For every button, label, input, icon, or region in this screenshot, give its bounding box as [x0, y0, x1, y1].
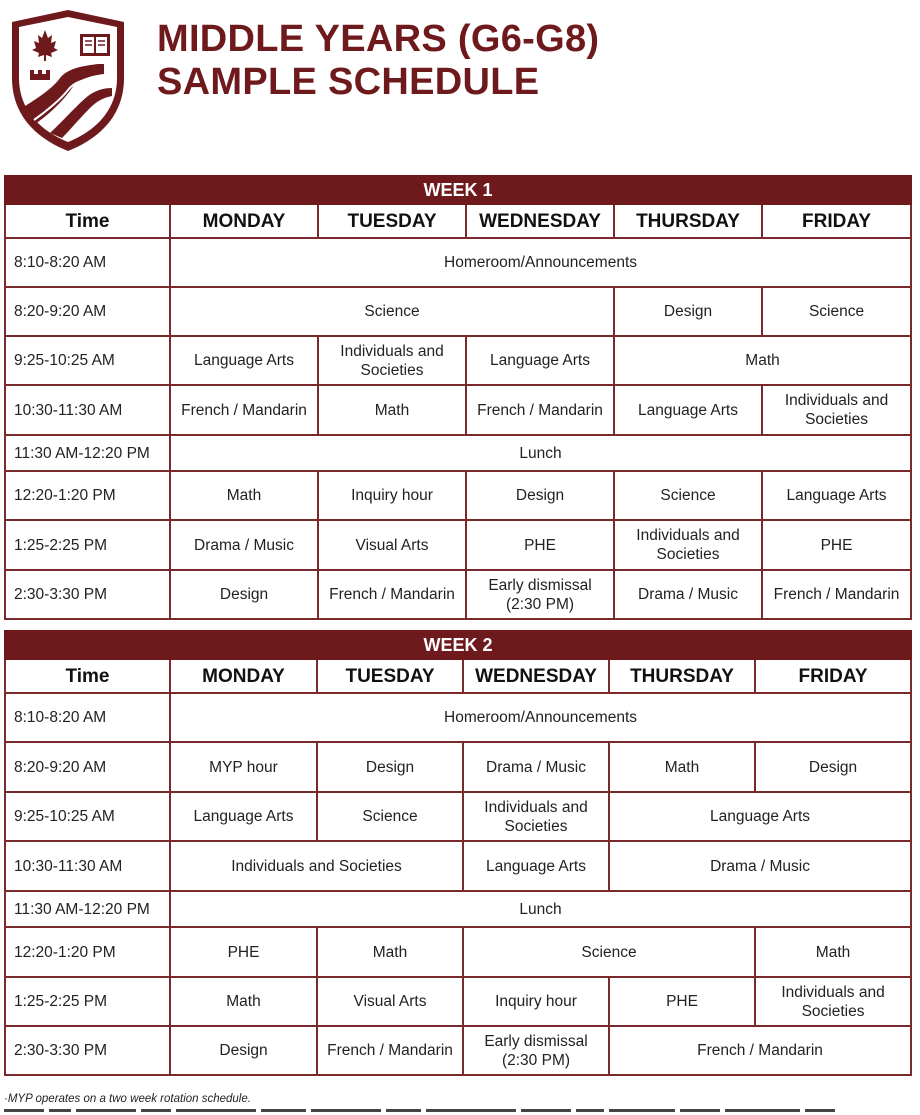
page-header: [0, 0, 920, 165]
column-header-friday: FRIDAY: [762, 204, 911, 238]
time-slot: 8:10-8:20 AM: [5, 238, 170, 287]
class-cell: Design: [317, 742, 463, 792]
class-cell: Math: [318, 385, 466, 435]
time-slot: 11:30 AM-12:20 PM: [5, 435, 170, 471]
class-cell: Science: [317, 792, 463, 841]
class-cell: Language Arts: [463, 841, 609, 891]
class-cell: Math: [755, 927, 911, 977]
class-cell: Design: [170, 570, 318, 619]
table-row: [5, 891, 911, 927]
week2-column-headers: [5, 659, 911, 693]
class-cell: Early dismissal (2:30 PM): [466, 570, 614, 619]
column-header-monday: MONDAY: [170, 659, 317, 693]
class-cell: Design: [755, 742, 911, 792]
time-slot: 10:30-11:30 AM: [5, 841, 170, 891]
time-slot: 12:20-1:20 PM: [5, 471, 170, 520]
table-row: [5, 742, 911, 792]
class-cell: Design: [466, 471, 614, 520]
class-cell: Language Arts: [762, 471, 911, 520]
column-header-wednesday: WEDNESDAY: [466, 204, 614, 238]
column-header-monday: MONDAY: [170, 204, 318, 238]
time-slot: 12:20-1:20 PM: [5, 927, 170, 977]
time-slot: 11:30 AM-12:20 PM: [5, 891, 170, 927]
class-cell: Individuals and Societies: [614, 520, 762, 570]
time-slot: 8:20-9:20 AM: [5, 287, 170, 336]
class-cell: Science: [614, 471, 762, 520]
page-title: [157, 18, 599, 104]
class-cell: Early dismissal (2:30 PM): [463, 1026, 609, 1075]
table-row: [5, 336, 911, 385]
column-header-time: Time: [5, 204, 170, 238]
time-slot: 2:30-3:30 PM: [5, 1026, 170, 1075]
class-cell: Individuals and Societies: [318, 336, 466, 385]
table-row: [5, 520, 911, 570]
time-slot: 1:25-2:25 PM: [5, 977, 170, 1026]
class-cell: Language Arts: [466, 336, 614, 385]
class-cell: Design: [170, 1026, 317, 1075]
time-slot: 8:20-9:20 AM: [5, 742, 170, 792]
table-row: [5, 238, 911, 287]
class-cell: Individuals and Societies: [463, 792, 609, 841]
time-slot: 2:30-3:30 PM: [5, 570, 170, 619]
week1-rows: [5, 238, 911, 619]
class-cell: Drama / Music: [463, 742, 609, 792]
class-cell: French / Mandarin: [609, 1026, 911, 1075]
time-slot: 10:30-11:30 AM: [5, 385, 170, 435]
week2-schedule-table: [4, 630, 912, 1076]
class-cell: PHE: [762, 520, 911, 570]
table-row: [5, 287, 911, 336]
table-row: [5, 693, 911, 742]
week1-label: WEEK 1: [5, 176, 911, 204]
column-header-thursday: THURSDAY: [609, 659, 755, 693]
class-cell: Individuals and Societies: [762, 385, 911, 435]
table-row: [5, 841, 911, 891]
time-slot: 8:10-8:20 AM: [5, 693, 170, 742]
class-cell: French / Mandarin: [170, 385, 318, 435]
class-cell: Drama / Music: [609, 841, 911, 891]
class-cell: Drama / Music: [170, 520, 318, 570]
column-header-friday: FRIDAY: [755, 659, 911, 693]
time-slot: 9:25-10:25 AM: [5, 336, 170, 385]
class-cell: Homeroom/Announcements: [170, 238, 911, 287]
class-cell: Language Arts: [609, 792, 911, 841]
class-cell: Visual Arts: [318, 520, 466, 570]
class-cell: Math: [614, 336, 911, 385]
week1-column-headers: [5, 204, 911, 238]
class-cell: PHE: [170, 927, 317, 977]
column-header-tuesday: TUESDAY: [317, 659, 463, 693]
class-cell: Language Arts: [170, 336, 318, 385]
column-header-tuesday: TUESDAY: [318, 204, 466, 238]
class-cell: Math: [170, 471, 318, 520]
footnote: ·MYP operates on a two week rotation schedule.: [4, 1093, 251, 1105]
class-cell: French / Mandarin: [466, 385, 614, 435]
week2-label: WEEK 2: [5, 631, 911, 659]
week2-rows: [5, 693, 911, 1075]
class-cell: Language Arts: [170, 792, 317, 841]
class-cell: Science: [762, 287, 911, 336]
class-cell: Math: [609, 742, 755, 792]
class-cell: Visual Arts: [317, 977, 463, 1026]
title-line-1: MIDDLE YEARS (G6-G8): [157, 18, 600, 60]
class-cell: Math: [317, 927, 463, 977]
class-cell: Science: [463, 927, 755, 977]
column-header-thursday: THURSDAY: [614, 204, 762, 238]
class-cell: Drama / Music: [614, 570, 762, 619]
time-slot: 1:25-2:25 PM: [5, 520, 170, 570]
column-header-wednesday: WEDNESDAY: [463, 659, 609, 693]
class-cell: French / Mandarin: [318, 570, 466, 619]
class-cell: Individuals and Societies: [170, 841, 463, 891]
class-cell: Individuals and Societies: [755, 977, 911, 1026]
class-cell: Homeroom/Announcements: [170, 693, 911, 742]
table-row: [5, 792, 911, 841]
table-row: [5, 927, 911, 977]
class-cell: Language Arts: [614, 385, 762, 435]
table-row: [5, 977, 911, 1026]
table-row: [5, 1026, 911, 1075]
class-cell: Lunch: [170, 891, 911, 927]
title-line-2: SAMPLE SCHEDULE: [157, 61, 540, 103]
class-cell: MYP hour: [170, 742, 317, 792]
class-cell: PHE: [609, 977, 755, 1026]
time-slot: 9:25-10:25 AM: [5, 792, 170, 841]
week1-schedule-table: [4, 175, 912, 620]
class-cell: Inquiry hour: [463, 977, 609, 1026]
class-cell: Design: [614, 287, 762, 336]
class-cell: French / Mandarin: [762, 570, 911, 619]
table-row: [5, 471, 911, 520]
footnote-cut-off-line: [4, 1109, 904, 1115]
class-cell: PHE: [466, 520, 614, 570]
table-row: [5, 435, 911, 471]
class-cell: Inquiry hour: [318, 471, 466, 520]
class-cell: Science: [170, 287, 614, 336]
column-header-time: Time: [5, 659, 170, 693]
table-row: [5, 570, 911, 619]
class-cell: French / Mandarin: [317, 1026, 463, 1075]
school-crest-icon: [8, 8, 128, 153]
class-cell: Math: [170, 977, 317, 1026]
table-row: [5, 385, 911, 435]
class-cell: Lunch: [170, 435, 911, 471]
